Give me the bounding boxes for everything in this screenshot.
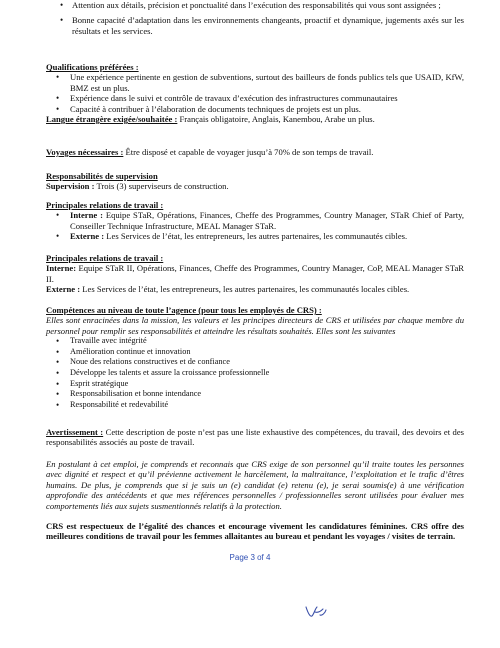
egalite-paragraph: CRS est respectueux de l’égalité des chances et encourage vivement les candidatures féminines. CRS offre des meilleures conditions de travail pour les femmes allaitantes au bureau et pendant les voyages / visites de terrain.	[46, 521, 464, 542]
list-item: • Travaille avec intégrité	[46, 336, 464, 347]
competences-list	[46, 336, 464, 410]
competences-heading: Compétences au niveau de toute l’agence (pour tous les employés de CRS) :	[46, 305, 322, 315]
externe-label: Externe :	[46, 284, 81, 295]
voyages-label: Voyages nécessaires :	[46, 147, 124, 157]
list-item: • Responsabilité et redevabilité	[46, 400, 464, 411]
top-bullet-list	[46, 0, 464, 36]
competences-section	[46, 305, 464, 410]
interne-label: Interne :	[70, 210, 103, 221]
relations-heading-2: Principales relations de travail :	[46, 253, 164, 263]
langue-label: Langue étrangère exigée/souhaitée :	[46, 114, 178, 125]
list-item: • Une expérience pertinente en gestion de subventions, surtout des bailleurs de fonds publics tels que USAID, KfW, BMZ est un plus.	[46, 72, 464, 93]
list-item	[46, 210, 464, 231]
relations-section-1	[46, 200, 464, 242]
interne-line	[46, 263, 464, 284]
avertissement-label: Avertissement :	[46, 427, 104, 437]
list-item: • Attention aux détails, précision et ponctualité dans l’exécution des responsabilités qui vous sont assignées ;	[46, 0, 464, 10]
page-number: Page 3 of 4	[229, 553, 271, 562]
list-item: • Développe les talents et assure la croissance professionnelle	[46, 368, 464, 379]
supervision-heading: Responsabilités de supervision	[46, 171, 158, 181]
qualifications-section	[46, 62, 464, 124]
avertissement-section	[46, 427, 464, 448]
interne-label: Interne:	[46, 263, 77, 274]
qualifications-heading: Qualifications préférées :	[46, 62, 139, 72]
langue-line	[46, 114, 464, 124]
supervision-text: Trois (3) superviseurs de construction.	[94, 181, 229, 192]
interne-text: Equipe STaR II, Opérations, Finances, Cheffe des Programmes, Country Manager, CoP, MEAL Manager STaR II.	[46, 263, 464, 284]
list-item	[46, 231, 464, 241]
externe-text: Les Services de l’état, les entrepreneurs, les autres partenaires, les communautés cibles.	[104, 231, 408, 242]
handwritten-initials-icon	[300, 601, 330, 621]
supervision-section	[46, 171, 464, 192]
list-item: • Capacité à contribuer à l’élaboration de documents techniques de projets est un plus.	[46, 104, 464, 114]
relations-heading-1: Principales relations de travail :	[46, 200, 164, 210]
list-item: • Noue des relations constructives et de confiance	[46, 357, 464, 368]
externe-text: Les Services de l’état, les entrepreneurs, les autres partenaires, les communautés locales cibles.	[80, 284, 410, 295]
avertissement-text: Cette description de poste n’est pas une liste exhaustive des compétences, du travail, des devoirs et des responsabilités associés au poste de travail.	[46, 427, 464, 448]
top-bullets-section	[46, 0, 464, 36]
supervision-label: Supervision :	[46, 181, 95, 192]
list-item: • Esprit stratégique	[46, 379, 464, 390]
list-item: • Expérience dans le suivi et contrôle de travaux d’exécution des infrastructures communautaires	[46, 93, 464, 103]
list-item: • Amélioration continue et innovation	[46, 347, 464, 358]
relations-section-2	[46, 253, 464, 295]
list-item: • Bonne capacité d’adaptation dans les environnements changeants, proactif et dynamique, jugements axés sur les résultats et les services.	[46, 15, 464, 36]
relations-list-1	[46, 210, 464, 241]
voyages-section	[46, 147, 464, 157]
interne-text: Equipe STaR, Opérations, Finances, Cheffe des Programmes, Country Manager, STaR Chief of Party, Conseiller Technique Infrastructure, MEAL Manager STaR.	[70, 210, 465, 231]
list-item: • Responsabilisation et bonne intendance	[46, 389, 464, 400]
voyages-text: Être disposé et capable de voyager jusqu’à 70% de son temps de travail.	[123, 147, 374, 157]
engagement-paragraph: En postulant à cet emploi, je comprends et reconnais que CRS exige de son personnel qu’il traite toutes les personnes avec dignité et respect et qu’il prévienne activement le harcèlement, la maltraitance, l’exploitation et le trafic d’êtres humains. De plus, je comprends que si je suis un (e) candidat (e) retenu (e), je serai soumis(e) à une vérification approfondie des antécédents et que mes références personnelles / professionnelles seront utilisées pour évaluer mes comportements liés aux sujets susmentionnés relatifs à la protection.	[46, 459, 464, 511]
externe-label: Externe :	[70, 231, 105, 242]
competences-intro: Elles sont enracinées dans la mission, les valeurs et les principes directeurs de CRS et utilisées par chaque membre du personnel pour remplir ses responsabilités et atteindre les résultats souhaités. Elles sont les suivantes	[46, 315, 464, 336]
externe-line	[46, 284, 464, 294]
supervision-line	[46, 181, 464, 191]
qualifications-list	[46, 72, 464, 114]
langue-text: Français obligatoire, Anglais, Kanembou, Arabe un plus.	[177, 114, 375, 125]
